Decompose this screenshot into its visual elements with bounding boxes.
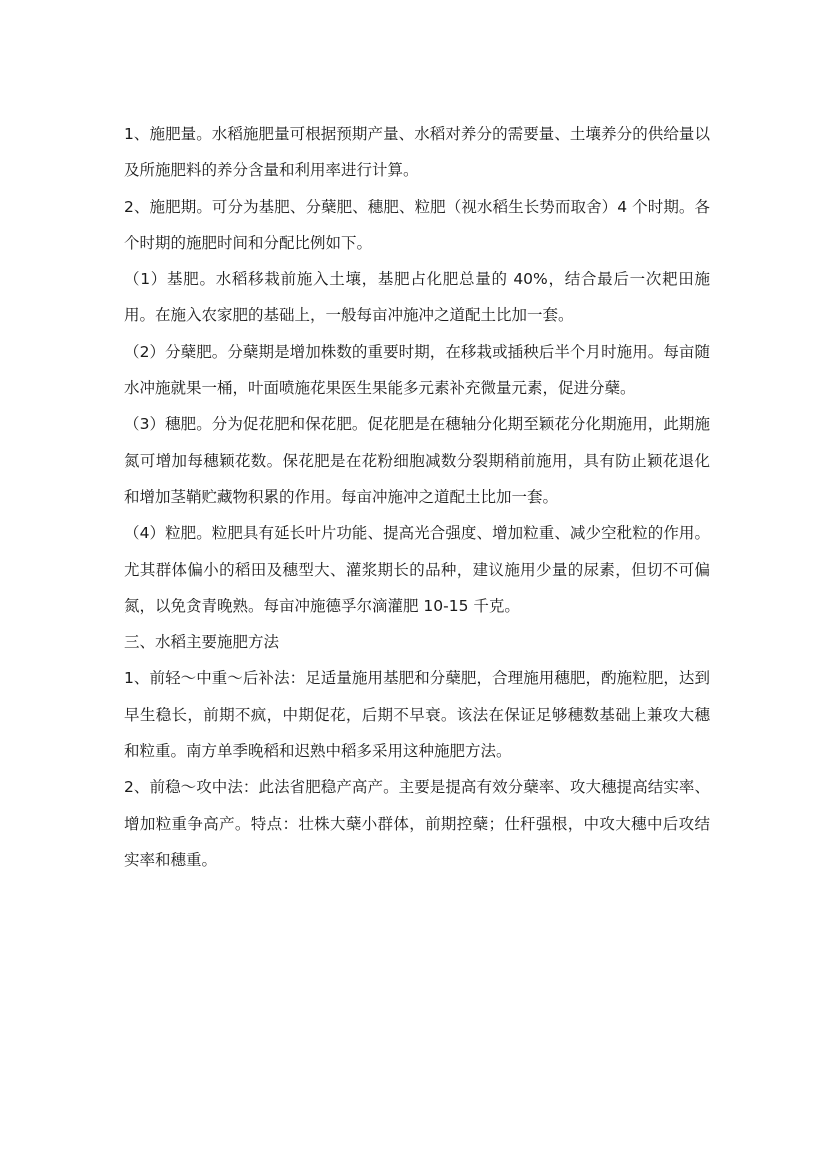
paragraph-fertilizer-period: 2、施肥期。可分为基肥、分蘖肥、穗肥、粒肥（视水稻生长势而取舍）4 个时期。各个时期的施肥时间和分配比例如下。	[124, 197, 710, 252]
paragraph-tillering-fertilizer: （2）分蘖肥。分蘖期是增加株数的重要时期，在移栽或插秧后半个月时施用。每亩随水冲施就果一桶，叶面喷施花果医生果能多元素补充微量元素，促进分蘖。	[124, 342, 710, 398]
paragraph-fertilizer-amount: 1、施肥量。水稻施肥量可根据预期产量、水稻对养分的需要量、土壤养分的供给量以及所施肥料的养分含量和利用率进行计算。	[124, 125, 710, 180]
paragraph-panicle-fertilizer: （3）穗肥。分为促花肥和保花肥。促花肥是在穗轴分化期至颖花分化期施用，此期施氮可增加每穗颖花数。保花肥是在花粉细胞减数分裂期稍前施用，具有防止颖花退化和增加茎鞘贮藏物积累的作用。每亩冲施冲之道配土比加一套。	[124, 415, 710, 506]
document-body	[124, 116, 710, 878]
paragraph-method-two: 2、前稳～攻中法：此法省肥稳产高产。主要是提高有效分蘖率、攻大穗提高结实率、增加粒重争高产。特点：壮株大蘖小群体，前期控蘖；仕秆强根，中攻大穗中后攻结实率和穗重。	[124, 778, 710, 869]
section-heading-methods: 三、水稻主要施肥方法	[124, 633, 280, 652]
paragraph-method-one: 1、前轻～中重～后补法：足适量施用基肥和分蘖肥，合理施用穗肥，酌施粒肥，达到早生稳长，前期不疯，中期促花，后期不早衰。该法在保证足够穗数基础上兼攻大穗和粒重。南方单季晚稻和迟熟中稻多采用这种施肥方法。	[124, 669, 710, 761]
paragraph-base-fertilizer: （1）基肥。水稻移栽前施入土壤，基肥占化肥总量的 40%，结合最后一次耙田施用。在施入农家肥的基础上，一般每亩冲施冲之道配土比加一套。	[124, 270, 710, 325]
paragraph-grain-fertilizer: （4）粒肥。粒肥具有延长叶片功能、提高光合强度、增加粒重、减少空秕粒的作用。尤其群体偏小的稻田及穗型大、灌浆期长的品种，建议施用少量的尿素，但切不可偏氮，以免贪青晚熟。每亩冲施德孚尔滴灌肥 10-15 千克。	[124, 524, 710, 615]
